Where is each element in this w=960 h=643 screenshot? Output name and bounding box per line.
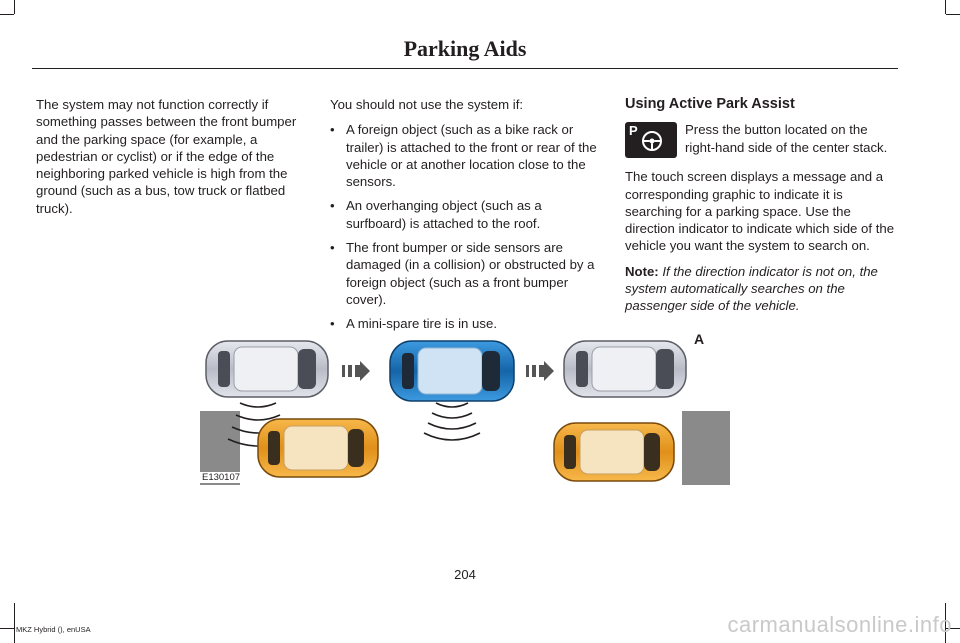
header-rule <box>32 68 898 69</box>
sensor-wave-icon <box>424 403 480 440</box>
restriction-list <box>330 121 602 332</box>
page-title: Parking Aids <box>403 36 527 61</box>
arrow-right-icon <box>342 361 370 381</box>
footer-text: MKZ Hybrid (), enUSA <box>16 625 91 634</box>
orange-car <box>258 419 378 477</box>
list-item: • The front bumper or side sensors are damaged (in a collision) or obstructed by a foreign object (such as a front bumper cover). <box>330 239 602 308</box>
orange-car <box>554 423 674 481</box>
body-paragraph: The system may not function correctly if something passes between the front bumper and the parking space (for example, a pedestrian or cyclist) or if the edge of the neighboring parked vehicle is high from the ground (such as a bus, tow truck or flatbed truck). <box>36 97 297 216</box>
note-label: Note: <box>625 263 659 279</box>
section-heading: Using Active Park Assist <box>625 96 795 112</box>
parking-figure <box>200 335 730 485</box>
arrow-right-icon <box>526 361 554 381</box>
column-3 <box>625 96 897 323</box>
silver-car <box>206 341 328 397</box>
crop-mark <box>945 0 946 14</box>
note-text: If the direction indicator is not on, the system automatically searches on the passenger side of the vehicle. <box>625 263 878 314</box>
curb <box>682 411 730 485</box>
blue-car <box>390 341 514 401</box>
column-2 <box>330 96 602 340</box>
list-intro: You should not use the system if: <box>330 97 524 112</box>
crop-mark <box>946 14 960 15</box>
crop-mark <box>14 0 15 14</box>
silver-car <box>564 341 686 397</box>
button-instruction <box>625 121 897 158</box>
page-number: 204 <box>454 567 476 582</box>
parking-illustration <box>200 335 730 485</box>
body-paragraph: The touch screen displays a message and a corresponding graphic to indicate it is searching for a parking space. Use the direction indicator to indicate which side of the vehicle you want the system to search on. <box>625 169 895 254</box>
crop-mark <box>14 603 15 643</box>
crop-mark <box>0 628 14 629</box>
crop-mark <box>0 14 14 15</box>
park-icon-letter: P <box>629 123 638 139</box>
list-item: • A mini-spare tire is in use. <box>330 315 602 332</box>
park-assist-steering-icon <box>625 122 677 158</box>
watermark: carmanualsonline.info <box>727 612 952 637</box>
note <box>625 263 897 315</box>
list-item: • A foreign object (such as a bike rack or trailer) is attached to the front or rear of the vehicle or at another location close to the sensors. <box>330 121 602 190</box>
button-instruction-text: Press the button located on the right-hand side of the center stack. <box>685 122 888 155</box>
list-item: • An overhanging object (such as a surfboard) is attached to the roof. <box>330 197 602 232</box>
column-1 <box>36 96 308 225</box>
figure-callout-a: A <box>694 331 705 347</box>
figure-code: E130107 <box>202 472 241 483</box>
